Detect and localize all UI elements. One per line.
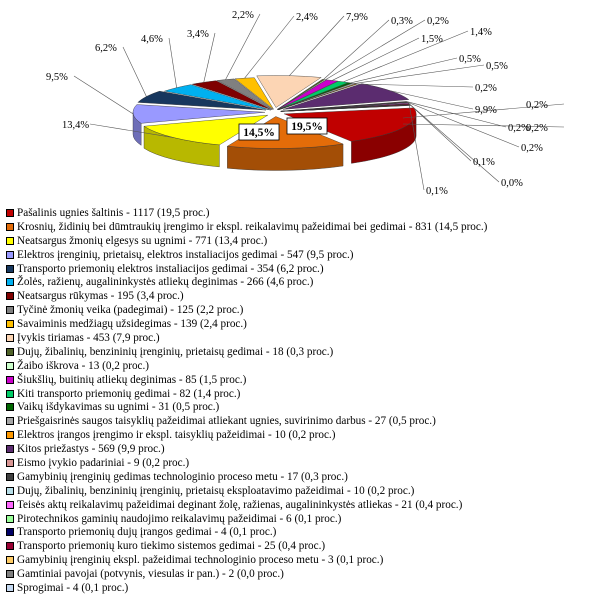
legend-swatch bbox=[6, 501, 14, 509]
legend-item bbox=[6, 428, 610, 442]
legend-label: Pašalinis ugnies šaltinis - 1117 (19,5 proc.) bbox=[17, 206, 210, 219]
legend-swatch bbox=[6, 403, 14, 411]
legend-label: Pirotechnikos gaminių naudojimo reikalavimų pažeidimai - 6 (0,1 proc.) bbox=[17, 512, 342, 525]
leader-line bbox=[204, 33, 215, 82]
data-label: 0,5% bbox=[459, 54, 481, 65]
legend-label: Transporto priemonių elektros instaliacijos gedimai - 354 (6,2 proc.) bbox=[17, 262, 324, 275]
legend-swatch bbox=[6, 237, 14, 245]
data-label: 0,1% bbox=[473, 157, 495, 168]
leader-line bbox=[245, 16, 294, 78]
leader-line bbox=[169, 38, 177, 88]
leader-line bbox=[325, 20, 425, 80]
legend-label: Gamtiniai pavojai (potvynis, viesulas ir pan.) - 2 (0,0 proc.) bbox=[17, 568, 284, 581]
legend-item bbox=[6, 317, 610, 331]
legend-swatch bbox=[6, 334, 14, 342]
legend-item bbox=[6, 373, 610, 387]
leader-line bbox=[343, 31, 468, 82]
legend-swatch bbox=[6, 473, 14, 481]
legend-swatch bbox=[6, 417, 14, 425]
leader-line bbox=[332, 38, 419, 80]
leader-line bbox=[354, 65, 484, 84]
legend-label: Sprogimai - 4 (0,1 proc.) bbox=[17, 581, 129, 594]
data-label: 0,1% bbox=[426, 186, 448, 197]
legend-item bbox=[6, 234, 610, 248]
data-label: 3,4% bbox=[187, 29, 209, 40]
leader-line bbox=[123, 47, 146, 97]
legend-label: Neatsargus rūkymas - 195 (3,4 proc.) bbox=[17, 290, 184, 303]
data-label: 0,5% bbox=[486, 61, 508, 72]
legend-swatch bbox=[6, 487, 14, 495]
legend-item bbox=[6, 345, 610, 359]
legend-swatch bbox=[6, 515, 14, 523]
legend-swatch bbox=[6, 459, 14, 467]
data-label: 13,4% bbox=[62, 120, 90, 131]
legend-swatch bbox=[6, 431, 14, 439]
legend-item bbox=[6, 470, 610, 484]
legend-swatch bbox=[6, 320, 14, 328]
legend-swatch bbox=[6, 292, 14, 300]
legend-label: Savaiminis medžiagų užsidegimas - 139 (2,4 proc.) bbox=[17, 318, 247, 331]
legend-item bbox=[6, 512, 610, 526]
legend-item bbox=[6, 553, 610, 567]
legend-item bbox=[6, 456, 610, 470]
legend-swatch bbox=[6, 265, 14, 273]
leader-line bbox=[289, 16, 344, 76]
legend-item bbox=[6, 275, 610, 289]
data-label: 14,5% bbox=[243, 127, 275, 139]
legend-item bbox=[6, 567, 610, 581]
legend-swatch bbox=[6, 445, 14, 453]
chart-legend bbox=[6, 206, 610, 595]
legend-swatch bbox=[6, 348, 14, 356]
legend-item bbox=[6, 262, 610, 276]
data-label: 0,2% bbox=[526, 123, 548, 134]
legend-label: Gamybinių įrenginių ekspl. pažeidimai technologinio proceso metu - 3 (0,1 proc.) bbox=[17, 554, 384, 567]
legend-label: Žolės, ražienų, augalininkystės atliekų deginimas - 266 (4,6 proc.) bbox=[17, 276, 314, 289]
legend-item bbox=[6, 248, 610, 262]
data-label: 9,9% bbox=[475, 105, 497, 116]
legend-swatch bbox=[6, 223, 14, 231]
legend-label: Tyčinė žmonių veika (padegimai) - 125 (2,2 proc.) bbox=[17, 304, 244, 317]
legend-swatch bbox=[6, 542, 14, 550]
legend-swatch bbox=[6, 528, 14, 536]
data-label: 19,5% bbox=[291, 121, 323, 133]
legend-label: Krosnių, židinių bei dūmtraukių įrengimo ir ekspl. reikalavimų pažeidimai bei gedimai - 831 (14,5 proc.) bbox=[17, 220, 488, 233]
legend-label: Dujų, žibalinių, benzininių įrenginių, prietaisų gedimai - 18 (0,3 proc.) bbox=[17, 345, 334, 358]
legend-label: Šiukšlių, buitinių atliekų deginimas - 85 (1,5 proc.) bbox=[17, 373, 247, 386]
legend-label: Transporto priemonių kuro tiekimo sistemos gedimai - 25 (0,4 proc.) bbox=[17, 540, 326, 553]
leader-line bbox=[350, 58, 457, 83]
legend-item bbox=[6, 289, 610, 303]
legend-item bbox=[6, 303, 610, 317]
legend-item bbox=[6, 442, 610, 456]
data-label: 0,3% bbox=[391, 16, 413, 27]
legend-item bbox=[6, 400, 610, 414]
legend-item bbox=[6, 331, 610, 345]
leader-line bbox=[323, 20, 389, 80]
legend-item bbox=[6, 206, 610, 220]
legend-label: Priešgaisrinės saugos taisyklių pažeidimai atliekant ugnies, suvirinimo darbus - 27 (0,5 proc.) bbox=[17, 415, 436, 428]
legend-swatch bbox=[6, 390, 14, 398]
data-label: 9,5% bbox=[46, 72, 68, 83]
legend-label: Teisės aktų reikalavimų pažeidimai deginant žolę, ražienas, augalininkystės atliekas - 21 (0,4 proc.) bbox=[17, 498, 463, 511]
legend-swatch bbox=[6, 584, 14, 592]
legend-item bbox=[6, 359, 610, 373]
legend-swatch bbox=[6, 306, 14, 314]
leader-line bbox=[74, 76, 133, 114]
legend-swatch bbox=[6, 556, 14, 564]
legend-item bbox=[6, 220, 610, 234]
data-label: 2,2% bbox=[232, 10, 254, 21]
legend-label: Kiti transporto priemonių gedimai - 82 (1,4 proc.) bbox=[17, 387, 241, 400]
data-label: 2,4% bbox=[296, 12, 318, 23]
legend-swatch bbox=[6, 278, 14, 286]
legend-label: Eismo įvykio padariniai - 9 (0,2 proc.) bbox=[17, 456, 190, 469]
legend-swatch bbox=[6, 376, 14, 384]
legend-label: Transporto priemonių dujų įrangos gedimai - 4 (0,1 proc.) bbox=[17, 526, 277, 539]
data-label: 1,5% bbox=[421, 34, 443, 45]
legend-label: Žaibo iškrova - 13 (0,2 proc.) bbox=[17, 359, 150, 372]
legend-swatch bbox=[6, 570, 14, 578]
data-label: 0,2% bbox=[475, 83, 497, 94]
data-label: 4,6% bbox=[141, 34, 163, 45]
legend-label: Elektros įrenginių, prietaisų, elektros instaliacijos gedimai - 547 (9,5 proc.) bbox=[17, 248, 354, 261]
data-label: 1,4% bbox=[470, 27, 492, 38]
leader-line bbox=[226, 14, 260, 80]
legend-swatch bbox=[6, 251, 14, 259]
legend-item bbox=[6, 387, 610, 401]
legend-label: Kitos priežastys - 569 (9,9 proc.) bbox=[17, 443, 165, 456]
data-label: 0,2% bbox=[427, 16, 449, 27]
data-label: 7,9% bbox=[346, 12, 368, 23]
legend-item bbox=[6, 414, 610, 428]
legend-item bbox=[6, 581, 610, 595]
legend-label: Gamybinių įrenginių gedimas technologinio proceso metu - 17 (0,3 proc.) bbox=[17, 470, 348, 483]
legend-label: Įvykis tiriamas - 453 (7,9 proc.) bbox=[17, 331, 160, 344]
legend-item bbox=[6, 539, 610, 553]
legend-label: Vaikų išdykavimas su ugnimi - 31 (0,5 proc.) bbox=[17, 401, 220, 414]
legend-item bbox=[6, 484, 610, 498]
legend-swatch bbox=[6, 362, 14, 370]
data-label: 0,2% bbox=[508, 123, 530, 134]
pie-chart bbox=[0, 0, 612, 206]
data-label: 0,2% bbox=[526, 100, 548, 111]
data-label: 0,2% bbox=[521, 143, 543, 154]
legend-item bbox=[6, 525, 610, 539]
data-label: 0,0% bbox=[501, 178, 523, 189]
data-label: 6,2% bbox=[95, 43, 117, 54]
legend-item bbox=[6, 498, 610, 512]
legend-swatch bbox=[6, 209, 14, 217]
legend-label: Elektros įrangos įrengimo ir ekspl. taisyklių pažeidimai - 10 (0,2 proc.) bbox=[17, 429, 336, 442]
legend-label: Neatsargus žmonių elgesys su ugnimi - 771 (13,4 proc.) bbox=[17, 234, 268, 247]
legend-label: Dujų, žibalinių, benzininių įrenginių, prietaisų eksploatavimo pažeidimai - 10 (0,2 proc.) bbox=[17, 484, 415, 497]
